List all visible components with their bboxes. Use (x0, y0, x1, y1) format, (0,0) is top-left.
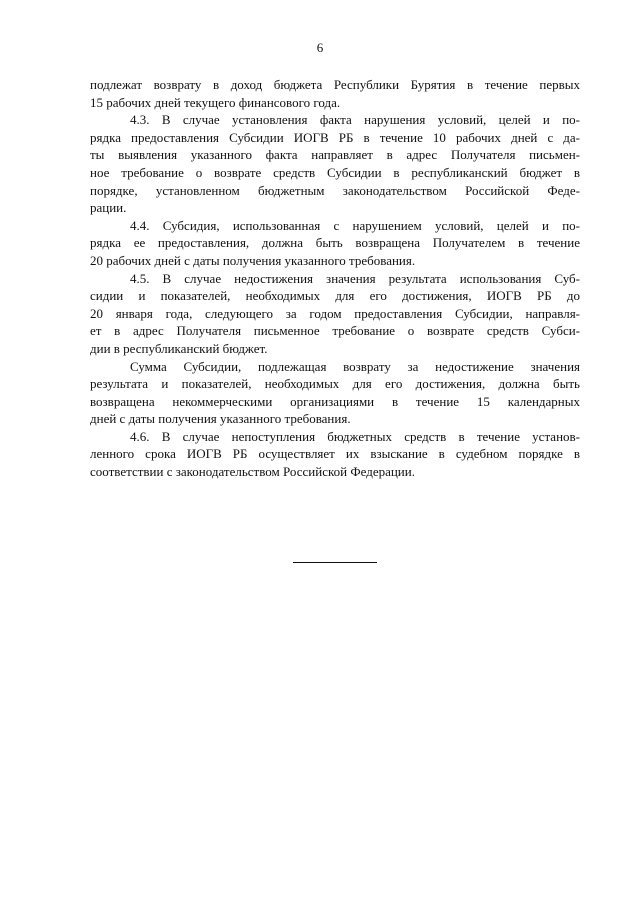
paragraph-4-4 (90, 217, 580, 270)
text-line: 15 рабочих дней текущего финансового года. (90, 94, 341, 110)
text-line: ное требование о возврате средств Субсидии в республиканский бюджет в (90, 164, 580, 180)
text-line: 4.4. Субсидия, использованная с нарушением условий, целей и по- (130, 217, 580, 233)
text-line: ленного срока ИОГВ РБ осуществляет их взыскание в судебном порядке в (90, 446, 580, 462)
document-body (90, 76, 580, 481)
text-line: Сумма Субсидии, подлежащая возврату за недостижение значения (130, 358, 580, 374)
page-number: 6 (316, 40, 324, 55)
text-line: дии в республиканский бюджет. (90, 340, 268, 356)
text-line: ет в адрес Получателя письменное требование о возврате средств Субси- (90, 323, 580, 339)
text-line: сидии и показателей, необходимых для его достижения, ИОГВ РБ до (90, 288, 580, 304)
paragraph-return-amount (90, 358, 580, 428)
paragraph-4-3 (90, 111, 580, 217)
text-line: 4.5. В случае недостижения значения результата использования Суб- (130, 270, 580, 286)
text-line: 20 рабочих дней с даты получения указанного требования. (90, 252, 416, 268)
text-line: 20 января года, следующего за годом предоставления Субсидии, направля- (90, 305, 580, 321)
closing-separator-line (293, 562, 377, 563)
paragraph-4-5 (90, 270, 580, 358)
text-line: соответствии с законодательством Российской Федерации. (90, 464, 415, 480)
paragraph-continuation (90, 76, 580, 111)
text-line: 4.6. В случае непоступления бюджетных средств в течение установ- (130, 428, 580, 444)
text-line: возвращена некоммерческими организациями в течение 15 календарных (90, 393, 580, 409)
paragraph-4-6 (90, 428, 580, 481)
text-line: рядка предоставления Субсидии ИОГВ РБ в течение 10 рабочих дней с да- (90, 129, 580, 145)
text-line: рядка ее предоставления, должна быть возвращена Получателем в течение (90, 235, 580, 251)
text-line: порядке, установленном бюджетным законодательством Российской Феде- (90, 182, 580, 198)
text-line: подлежат возврату в доход бюджета Республики Бурятия в течение первых (90, 77, 580, 92)
text-line: 4.3. В случае установления факта нарушения условий, целей и по- (130, 112, 580, 128)
text-line: ты выявления указанного факта направляет в адрес Получателя письмен- (90, 147, 580, 163)
text-line: результата и показателей, необходимых для его достижения, должна быть (90, 376, 580, 392)
text-line: дней с даты получения указанного требования. (90, 411, 351, 427)
text-line: рации. (90, 200, 127, 216)
